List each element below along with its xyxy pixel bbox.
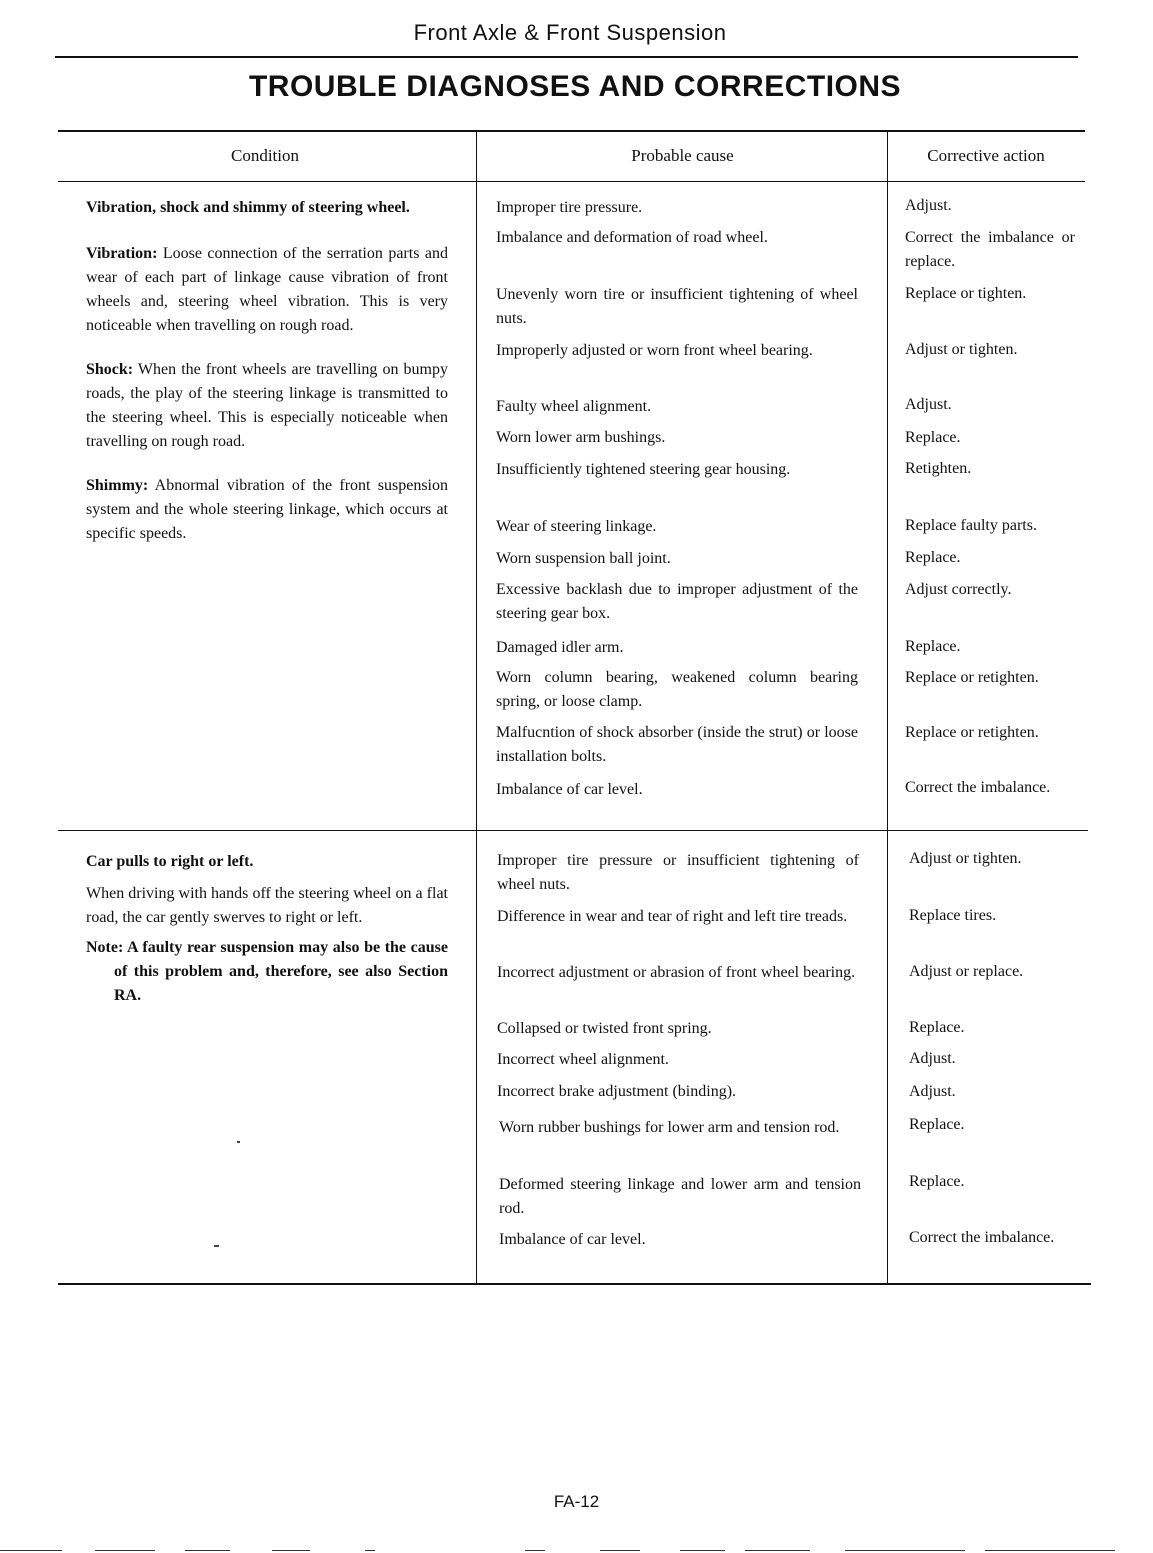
cause-cell: Improper tire pressure or insufficient tightening of wheel nuts.	[497, 852, 859, 893]
scan-edge-mark	[525, 1550, 545, 1551]
scan-edge-mark	[0, 1550, 62, 1551]
column-header-cause: Probable cause	[631, 146, 734, 165]
condition-paragraph-shimmy	[86, 474, 448, 546]
cause-cell: Damaged idler arm.	[496, 639, 624, 656]
scan-edge-mark	[845, 1550, 965, 1551]
condition-note: Note: A faulty rear suspension may also be the cause of this problem and, therefore, see also Section RA.	[86, 939, 448, 1004]
scan-edge-mark	[600, 1550, 640, 1551]
column-divider-2	[887, 130, 888, 1284]
cause-cell: Insufficiently tightened steering gear housing.	[496, 461, 791, 478]
action-cell: Adjust correctly.	[905, 581, 1012, 598]
scan-edge-mark	[95, 1550, 155, 1551]
action-cell: Replace or retighten.	[905, 724, 1039, 741]
action-cell: Correct the imbalance.	[909, 1229, 1055, 1246]
scan-edge-mark	[365, 1550, 375, 1551]
shock-text: When the front wheels are travelling on bumpy roads, the play of the steering linkage is transmitted to the steering wheel. This is especially noticeable when travelling on rough road.	[86, 361, 448, 450]
action-cell: Correct the imbalance or replace.	[905, 229, 1075, 270]
cause-cell: Worn suspension ball joint.	[496, 550, 671, 567]
page-number: FA-12	[553, 1492, 600, 1511]
cause-cell: Excessive backlash due to improper adjustment of the steering gear box.	[496, 581, 858, 622]
condition-title: Car pulls to right or left.	[86, 853, 254, 870]
action-cell: Replace tires.	[909, 907, 997, 924]
cause-cell: Wear of steering linkage.	[496, 518, 657, 535]
column-header-action: Corrective action	[927, 146, 1045, 165]
scan-edge-mark	[985, 1550, 1115, 1551]
shock-label: Shock:	[86, 361, 134, 378]
scan-edge-mark	[185, 1550, 230, 1551]
cause-cell: Malfucntion of shock absorber (inside the strut) or loose installation bolts.	[496, 724, 858, 765]
cause-cell: Worn column bearing, weakened column bearing spring, or loose clamp.	[496, 669, 858, 710]
shimmy-text: Abnormal vibration of the front suspension system and the whole steering linkage, which occurs at specific speeds.	[86, 477, 448, 542]
vibration-text: Loose connection of the serration parts and wear of each part of linkage cause vibration of front wheels and, steering wheel vibration. This is very noticeable when travelling on rough road.	[86, 245, 448, 334]
action-cell: Adjust or tighten.	[909, 850, 1022, 867]
table-bottom-rule	[58, 1283, 1091, 1285]
cause-cell: Deformed steering linkage and lower arm and tension rod.	[499, 1176, 861, 1217]
action-cell: Replace.	[905, 549, 961, 566]
action-cell: Replace.	[909, 1019, 965, 1036]
action-cell: Adjust.	[905, 197, 952, 214]
action-cell: Adjust or tighten.	[905, 341, 1018, 358]
cause-cell: Imbalance and deformation of road wheel.	[496, 229, 768, 246]
action-cell: Replace.	[909, 1116, 965, 1133]
action-cell: Replace.	[909, 1173, 965, 1190]
cause-cell: Incorrect adjustment or abrasion of front wheel bearing.	[497, 964, 856, 981]
page-title: TROUBLE DIAGNOSES AND CORRECTIONS	[248, 70, 902, 103]
action-cell: Replace.	[905, 429, 961, 446]
header-bottom-rule	[58, 181, 1085, 182]
action-cell: Retighten.	[905, 460, 972, 477]
condition-paragraph-vibration	[86, 242, 448, 338]
scan-edge-mark	[272, 1550, 310, 1551]
cause-cell: Incorrect wheel alignment.	[497, 1051, 669, 1068]
cause-cell: Incorrect brake adjustment (binding).	[497, 1083, 737, 1100]
action-cell: Adjust.	[909, 1050, 956, 1067]
condition-block-1	[86, 196, 448, 546]
action-cell: Replace faulty parts.	[905, 517, 1037, 534]
group-divider-rule	[58, 830, 1088, 831]
cause-cell: Collapsed or twisted front spring.	[497, 1020, 712, 1037]
cause-cell: Worn rubber bushings for lower arm and tension rod.	[499, 1119, 840, 1136]
stray-mark	[214, 1245, 219, 1247]
cause-cell: Faulty wheel alignment.	[496, 398, 652, 415]
header-rule	[55, 56, 1078, 58]
cause-cell: Difference in wear and tear of right and left tire treads.	[497, 908, 848, 925]
action-cell: Replace or tighten.	[905, 285, 1027, 302]
condition-paragraph: When driving with hands off the steering wheel on a flat road, the car gently swerves to right or left.	[86, 885, 448, 926]
cause-cell: Imbalance of car level.	[496, 781, 643, 798]
vibration-label: Vibration:	[86, 245, 158, 262]
column-header-condition: Condition	[230, 146, 299, 165]
stray-mark	[237, 1141, 240, 1143]
column-divider-1	[476, 130, 477, 1284]
action-cell: Adjust or replace.	[909, 963, 1024, 980]
action-cell: Adjust.	[905, 396, 952, 413]
action-cell: Replace or retighten.	[905, 669, 1039, 686]
shimmy-label: Shimmy:	[86, 477, 149, 494]
condition-paragraph-shock	[86, 358, 448, 454]
cause-cell: Imbalance of car level.	[499, 1231, 646, 1248]
condition-block-2	[86, 850, 448, 1008]
action-cell: Adjust.	[909, 1083, 956, 1100]
cause-cell: Worn lower arm bushings.	[496, 429, 666, 446]
action-cell: Correct the imbalance.	[905, 779, 1051, 796]
action-cell: Replace.	[905, 638, 961, 655]
table-top-rule	[58, 130, 1085, 132]
scan-edge-mark	[680, 1550, 725, 1551]
section-header: Front Axle & Front Suspension	[413, 20, 727, 45]
cause-cell: Improperly adjusted or worn front wheel bearing.	[496, 342, 813, 359]
cause-cell: Unevenly worn tire or insufficient tightening of wheel nuts.	[496, 286, 858, 327]
scan-edge-mark	[745, 1550, 810, 1551]
cause-cell: Improper tire pressure.	[496, 199, 643, 216]
condition-title: Vibration, shock and shimmy of steering wheel.	[86, 199, 410, 216]
